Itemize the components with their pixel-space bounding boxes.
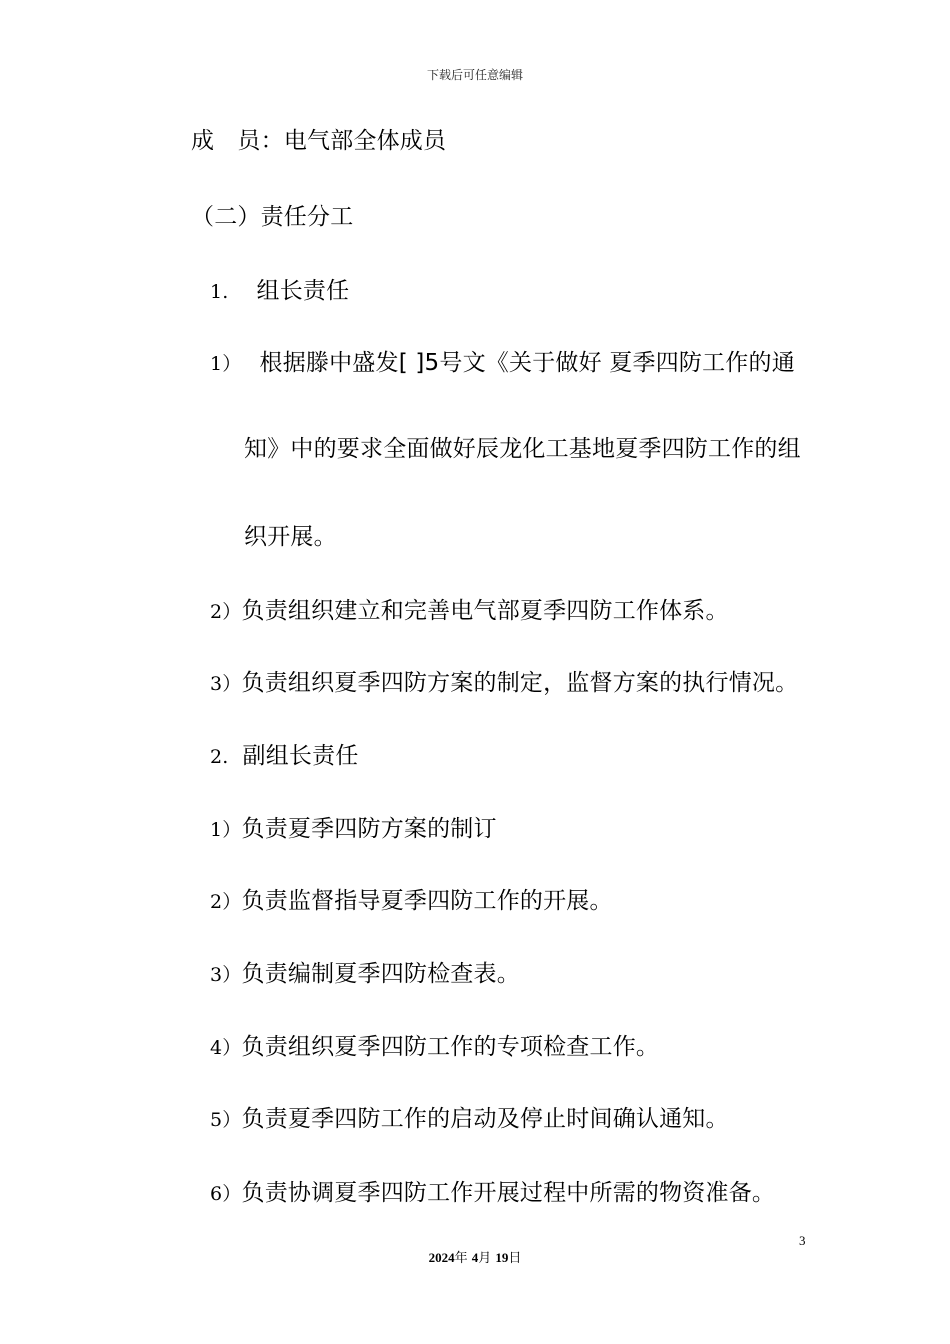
- item2-4-number: 4）: [210, 1037, 242, 1059]
- date-month: 4: [471, 1250, 479, 1265]
- item2-title: 副组长责任: [242, 743, 359, 769]
- item1-1-line3: 织开展。: [244, 524, 337, 550]
- item2-1: [210, 815, 497, 844]
- item2-4: [210, 1033, 659, 1062]
- item2-5-text: 负责夏季四防工作的启动及停止时间确认通知。: [241, 1106, 729, 1132]
- members-value: 电气部全体成员: [283, 128, 447, 154]
- item2-3-text: 负责编制夏季四防检查表。: [241, 961, 520, 987]
- item2-2: [210, 887, 613, 916]
- item2-1-number: 1）: [210, 819, 242, 841]
- date-day: 19: [495, 1250, 509, 1265]
- item2-3-number: 3）: [210, 964, 242, 986]
- date-year: 2024: [428, 1250, 455, 1265]
- item1-2: [210, 597, 729, 626]
- item2-5: [210, 1105, 729, 1134]
- item2-4-text: 负责组织夏季四防工作的专项检查工作。: [241, 1034, 660, 1060]
- item2-2-text: 负责监督指导夏季四防工作的开展。: [241, 888, 613, 914]
- section-title: （二）责任分工: [191, 204, 354, 230]
- item1-3-number: 3）: [210, 673, 242, 695]
- item2-6-number: 6）: [210, 1183, 242, 1205]
- item1-1-line1: [210, 349, 795, 378]
- item2-6: [210, 1179, 775, 1208]
- item2-5-number: 5）: [210, 1109, 242, 1131]
- item1-heading: [210, 277, 349, 306]
- item1-2-text: 负责组织建立和完善电气部夏季四防工作体系。: [241, 598, 729, 624]
- item1-2-number: 2）: [210, 601, 242, 623]
- item1-3: [210, 669, 798, 698]
- date-month-unit: 月: [478, 1251, 492, 1266]
- item1-number: 1.: [210, 281, 229, 303]
- item1-title: 组长责任: [256, 278, 350, 304]
- item2-3: [210, 960, 520, 989]
- date-day-unit: 日: [508, 1251, 522, 1266]
- item2-2-number: 2）: [210, 891, 242, 913]
- page-header: 下载后可任意编辑: [426, 68, 523, 82]
- item2-heading: [210, 742, 359, 771]
- item1-3-text: 负责组织夏季四防方案的制定，监督方案的执行情况。: [241, 670, 799, 696]
- members-line: [191, 127, 446, 155]
- page-footer-date: [0, 1247, 950, 1266]
- date-year-unit: 年: [454, 1251, 468, 1266]
- item1-1-number: 1）: [210, 353, 242, 375]
- item2-6-text: 负责协调夏季四防工作开展过程中所需的物资准备。: [241, 1180, 776, 1206]
- item1-1-line2: 知》中的要求全面做好辰龙化工基地夏季四防工作的组: [244, 436, 801, 462]
- item2-1-text: 负责夏季四防方案的制订: [241, 816, 497, 842]
- members-label: 成 员：: [191, 128, 284, 154]
- item1-1-text-line1: 根据滕中盛发[ ]5号文《关于做好 夏季四防工作的通: [259, 350, 795, 376]
- page-number: 3: [799, 1233, 806, 1248]
- item2-number: 2.: [210, 746, 229, 768]
